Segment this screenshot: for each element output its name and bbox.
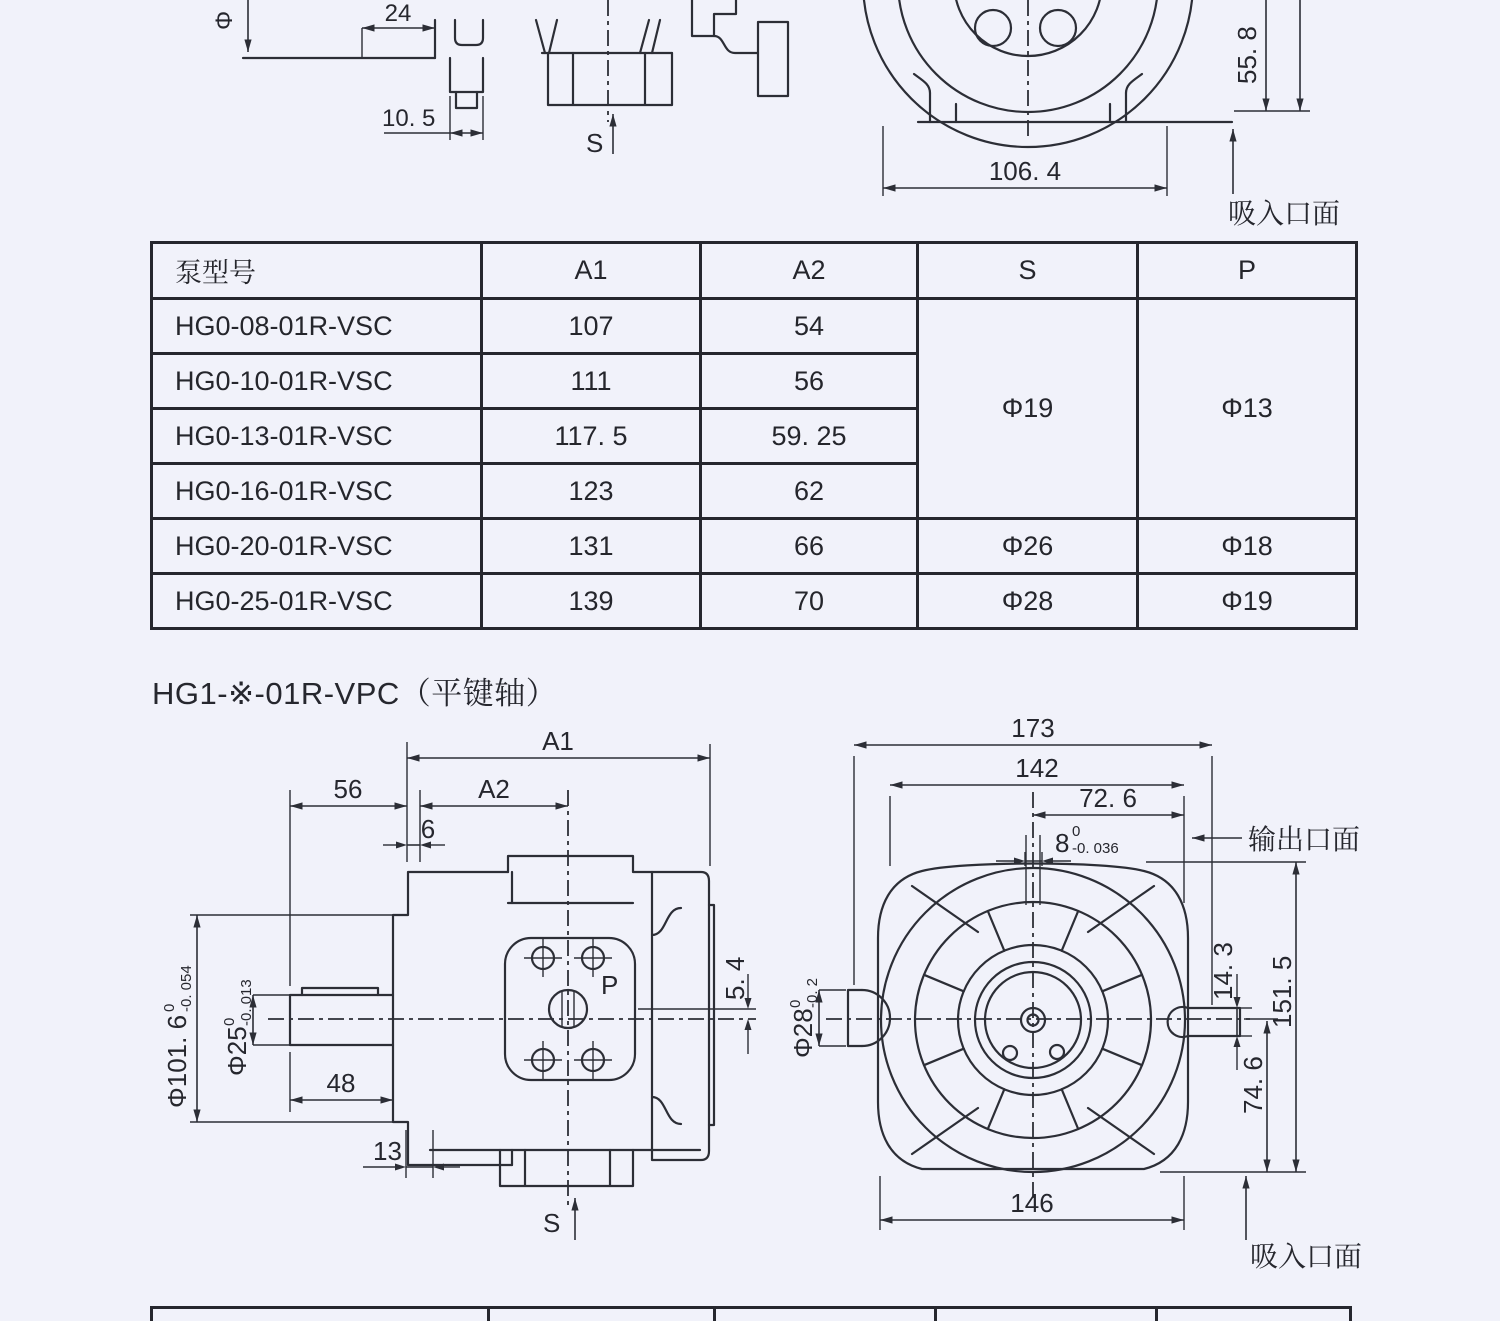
cell-a1: 139 xyxy=(482,574,701,629)
dim-74-6: 74. 6 xyxy=(1238,1056,1268,1114)
dim-8: 8 xyxy=(1055,828,1070,858)
hg1-front-view xyxy=(787,713,1362,1272)
dim-173: 173 xyxy=(1011,713,1055,743)
dim-10-5: 10. 5 xyxy=(382,105,436,132)
cell-model: HG0-16-01R-VSC xyxy=(152,464,482,519)
cell-a2: 62 xyxy=(701,464,918,519)
dim-phi-25-tol-lo: -0. 013 xyxy=(238,979,255,1026)
dim-146: 146 xyxy=(1010,1188,1054,1218)
cell-model: HG0-13-01R-VSC xyxy=(152,409,482,464)
cell-a2: 59. 25 xyxy=(701,409,918,464)
port-s-label: S xyxy=(586,128,604,158)
dim-151-5: 151. 5 xyxy=(1267,955,1297,1028)
table-row xyxy=(152,299,1357,354)
cell-s: Φ26 xyxy=(918,519,1138,574)
section-heading: HG1-※-01R-VPC（平键轴） xyxy=(152,676,558,711)
dim-72-6: 72. 6 xyxy=(1079,783,1137,813)
dim-phi-28-tol-hi: 0 xyxy=(787,999,804,1008)
dim-24: 24 xyxy=(384,0,412,27)
hg0-front-view xyxy=(863,0,1340,229)
dim-55-8: 55. 8 xyxy=(1232,26,1262,84)
table-row xyxy=(152,519,1357,574)
table-divider xyxy=(713,1309,716,1321)
table-divider xyxy=(487,1309,490,1321)
dim-14-3: 14. 3 xyxy=(1208,942,1238,1000)
output-face-label: 输出口面 xyxy=(1248,824,1361,855)
hg0-side-view xyxy=(211,0,788,158)
cell-model: HG0-08-01R-VSC xyxy=(152,299,482,354)
cell-model: HG0-10-01R-VSC xyxy=(152,354,482,409)
dim-8-tol-lo: -0. 036 xyxy=(1072,840,1119,857)
cell-model: HG0-20-01R-VSC xyxy=(152,519,482,574)
cell-a1: 111 xyxy=(482,354,701,409)
suction-s-label: S xyxy=(543,1208,561,1238)
hg0-drawings xyxy=(0,0,1500,236)
hg1-side-view xyxy=(161,726,756,1240)
cell-p: Φ18 xyxy=(1138,519,1357,574)
cell-a2: 54 xyxy=(701,299,918,354)
col-header-model: 泵型号 xyxy=(152,243,482,299)
dim-6: 6 xyxy=(420,814,436,844)
dim-phi-101-6-tol-hi: 0 xyxy=(161,1003,178,1012)
col-header-a2: A2 xyxy=(701,243,918,299)
dim-48: 48 xyxy=(326,1068,356,1098)
cell-a1: 123 xyxy=(482,464,701,519)
cell-a1: 107 xyxy=(482,299,701,354)
cell-a1: 131 xyxy=(482,519,701,574)
dim-phi-101-6: Φ101. 6 xyxy=(162,1014,192,1108)
col-header-p: P xyxy=(1138,243,1357,299)
col-header-a1: A1 xyxy=(482,243,701,299)
cell-p: Φ19 xyxy=(1138,574,1357,629)
table-row xyxy=(152,574,1357,629)
port-p-label: P xyxy=(601,970,619,1000)
col-header-s: S xyxy=(918,243,1138,299)
dimension-table xyxy=(150,241,1358,630)
dim-phi-25-tol-hi: 0 xyxy=(221,1017,238,1026)
dim-phi-101-6-tol-lo: -0. 054 xyxy=(178,965,195,1012)
cell-a1: 117. 5 xyxy=(482,409,701,464)
table-divider xyxy=(934,1309,937,1321)
dim-phi-28-tol-lo: -0. 2 xyxy=(804,977,821,1008)
dim-142: 142 xyxy=(1015,753,1059,783)
dim-phi-25: Φ25 xyxy=(222,1026,252,1076)
table-header-row xyxy=(152,243,1357,299)
dim-a2: A2 xyxy=(478,774,510,804)
dim-5-4: 5. 4 xyxy=(720,956,750,1000)
cell-s: Φ28 xyxy=(918,574,1138,629)
cell-a2: 66 xyxy=(701,519,918,574)
hg1-drawings xyxy=(0,700,1500,1300)
dim-56: 56 xyxy=(333,774,363,804)
dim-phi-28: Φ28 xyxy=(788,1008,818,1058)
cell-a2: 56 xyxy=(701,354,918,409)
cell-s-merged: Φ19 xyxy=(918,299,1138,519)
dim-106-4: 106. 4 xyxy=(988,156,1062,186)
cell-p-merged: Φ13 xyxy=(1138,299,1357,519)
dim-phi-cut: Φ xyxy=(211,10,238,30)
dim-8-tol-hi: 0 xyxy=(1072,823,1081,840)
dim-13: 13 xyxy=(373,1136,402,1166)
suction-face-label: 吸入口面 xyxy=(1250,1241,1363,1272)
table-divider xyxy=(1155,1309,1158,1321)
cell-model: HG0-25-01R-VSC xyxy=(152,574,482,629)
suction-face-label: 吸入口面 xyxy=(1228,198,1341,229)
next-table-top-edge xyxy=(150,1306,1352,1321)
dim-a1: A1 xyxy=(542,726,574,756)
cell-a2: 70 xyxy=(701,574,918,629)
